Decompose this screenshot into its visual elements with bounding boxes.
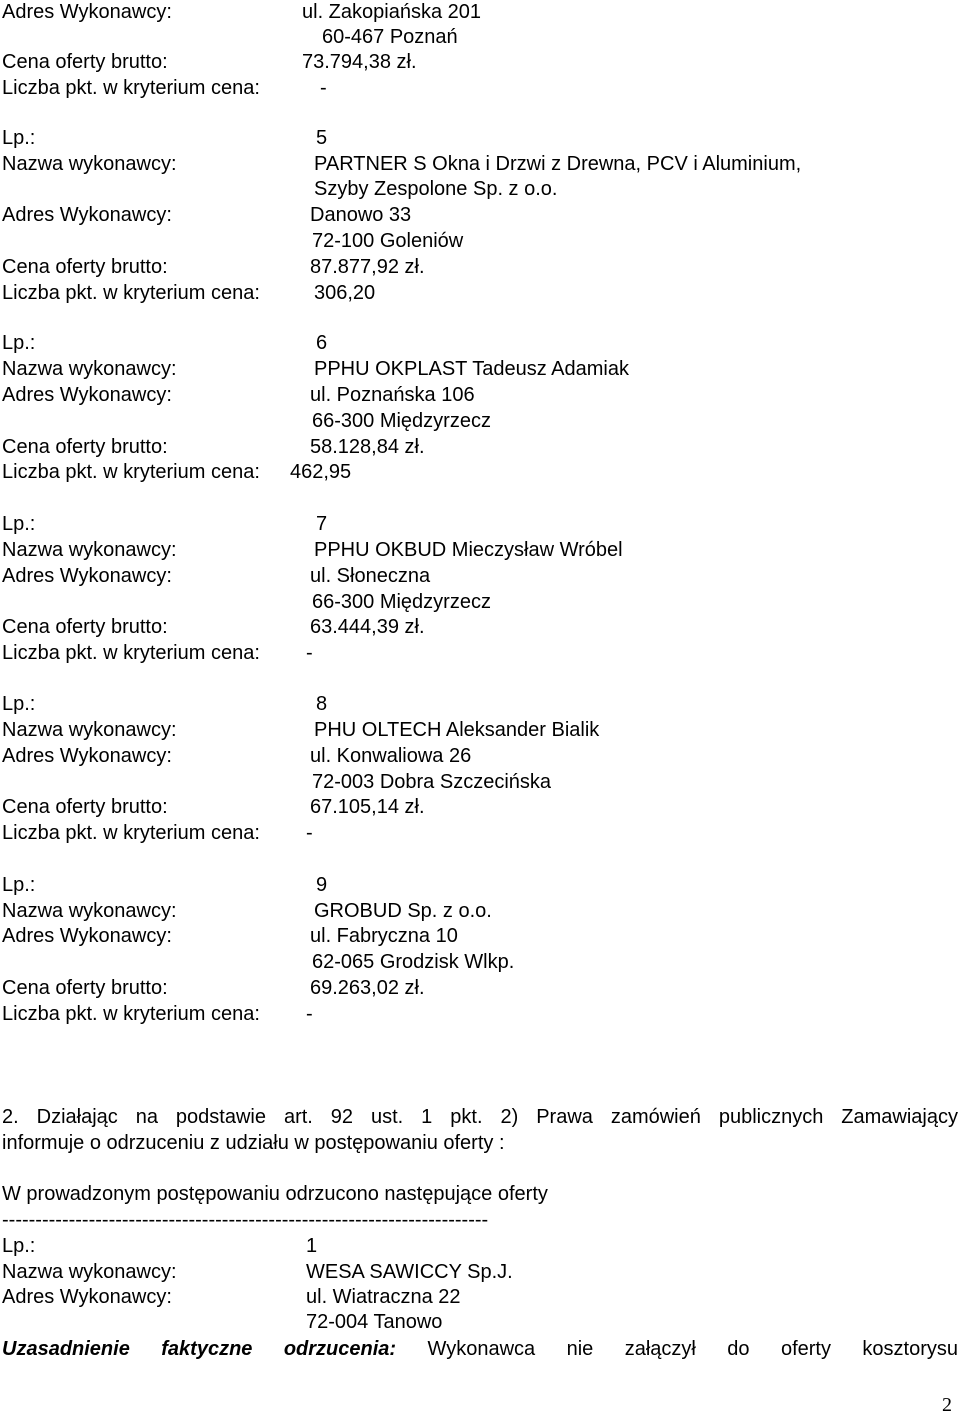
points-value: - bbox=[306, 1003, 313, 1025]
lp-label: Lp.: bbox=[2, 1235, 36, 1257]
address-label: Adres Wykonawcy: bbox=[2, 1, 172, 23]
address-line1: Danowo 33 bbox=[310, 204, 412, 226]
address-label: Adres Wykonawcy: bbox=[2, 1286, 172, 1308]
points-label: Liczba pkt. w kryterium cena: bbox=[2, 461, 260, 483]
name-line1: PPHU OKBUD Mieczysław Wróbel bbox=[314, 539, 623, 561]
price-value: 67.105,14 zł. bbox=[310, 796, 425, 818]
name-label: Nazwa wykonawcy: bbox=[2, 1261, 177, 1283]
rejection-reason bbox=[2, 1337, 958, 1361]
price-label: Cena oferty brutto: bbox=[2, 256, 168, 278]
price-label: Cena oferty brutto: bbox=[2, 796, 168, 818]
reason-text: Wykonawca nie załączył do oferty kosztorysu bbox=[427, 1338, 958, 1360]
lp-label: Lp.: bbox=[2, 513, 36, 535]
points-label: Liczba pkt. w kryterium cena: bbox=[2, 1003, 260, 1025]
address-label: Adres Wykonawcy: bbox=[2, 204, 172, 226]
price-label: Cena oferty brutto: bbox=[2, 616, 168, 638]
lp-value: 9 bbox=[316, 874, 328, 896]
price-label: Cena oferty brutto: bbox=[2, 51, 168, 73]
points-label: Liczba pkt. w kryterium cena: bbox=[2, 282, 260, 304]
points-label: Liczba pkt. w kryterium cena: bbox=[2, 822, 260, 844]
address-line1: ul. Wiatraczna 22 bbox=[306, 1286, 461, 1308]
lp-value: 8 bbox=[316, 693, 328, 715]
address-line1: ul. Słoneczna bbox=[310, 565, 431, 587]
name-label: Nazwa wykonawcy: bbox=[2, 900, 177, 922]
address-line1: ul. Konwaliowa 26 bbox=[310, 745, 472, 767]
lp-value: 6 bbox=[316, 332, 328, 354]
price-label: Cena oferty brutto: bbox=[2, 977, 168, 999]
section2-heading: W prowadzonym postępowaniu odrzucono następujące oferty bbox=[2, 1183, 548, 1205]
reason-label: Uzasadnienie faktyczne odrzucenia: bbox=[2, 1338, 397, 1360]
points-label: Liczba pkt. w kryterium cena: bbox=[2, 642, 260, 664]
address-line2: 66-300 Międzyrzecz bbox=[312, 591, 491, 613]
address-line2: 72-100 Goleniów bbox=[312, 230, 464, 252]
page-number: 2 bbox=[942, 1394, 952, 1416]
points-value: 306,20 bbox=[314, 282, 376, 304]
points-value: 462,95 bbox=[290, 461, 352, 483]
address-label: Adres Wykonawcy: bbox=[2, 565, 172, 587]
lp-label: Lp.: bbox=[2, 332, 36, 354]
section2-paragraph-line1: 2. Działając na podstawie art. 92 ust. 1 pkt. 2) Prawa zamówień publicznych Zamawiający bbox=[2, 1106, 958, 1128]
name-line2: Szyby Zespolone Sp. z o.o. bbox=[314, 178, 558, 200]
address-line1: ul. Zakopiańska 201 bbox=[302, 1, 482, 23]
price-value: 63.444,39 zł. bbox=[310, 616, 425, 638]
name-label: Nazwa wykonawcy: bbox=[2, 539, 177, 561]
lp-label: Lp.: bbox=[2, 127, 36, 149]
separator-line: ------------------------------------------------------------------------- bbox=[2, 1209, 489, 1231]
section2-paragraph-line2: informuje o odrzuceniu z udziału w postępowaniu oferty : bbox=[2, 1132, 505, 1154]
points-value: - bbox=[306, 642, 313, 664]
lp-value: 7 bbox=[316, 513, 328, 535]
name-line1: GROBUD Sp. z o.o. bbox=[314, 900, 492, 922]
address-line1: ul. Fabryczna 10 bbox=[310, 925, 458, 947]
name-line1: PPHU OKPLAST Tadeusz Adamiak bbox=[314, 358, 629, 380]
name-label: Nazwa wykonawcy: bbox=[2, 153, 177, 175]
lp-value: 1 bbox=[306, 1235, 318, 1257]
address-label: Adres Wykonawcy: bbox=[2, 384, 172, 406]
lp-label: Lp.: bbox=[2, 693, 36, 715]
name-label: Nazwa wykonawcy: bbox=[2, 719, 177, 741]
points-value: - bbox=[320, 77, 327, 99]
lp-label: Lp.: bbox=[2, 874, 36, 896]
price-label: Cena oferty brutto: bbox=[2, 436, 168, 458]
price-value: 73.794,38 zł. bbox=[302, 51, 417, 73]
address-line2: 62-065 Grodzisk Wlkp. bbox=[312, 951, 515, 973]
address-line2: 72-003 Dobra Szczecińska bbox=[312, 771, 552, 793]
price-value: 58.128,84 zł. bbox=[310, 436, 425, 458]
address-line2: 72-004 Tanowo bbox=[306, 1311, 443, 1333]
price-value: 69.263,02 zł. bbox=[310, 977, 425, 999]
name-line1: PARTNER S Okna i Drzwi z Drewna, PCV i Aluminium, bbox=[314, 153, 802, 175]
address-label: Adres Wykonawcy: bbox=[2, 745, 172, 767]
price-value: 87.877,92 zł. bbox=[310, 256, 425, 278]
points-value: - bbox=[306, 822, 313, 844]
rejected-name: WESA SAWICCY Sp.J. bbox=[306, 1261, 513, 1283]
lp-value: 5 bbox=[316, 127, 328, 149]
name-line1: PHU OLTECH Aleksander Bialik bbox=[314, 719, 600, 741]
points-label: Liczba pkt. w kryterium cena: bbox=[2, 77, 260, 99]
address-line2: 60-467 Poznań bbox=[322, 26, 458, 48]
address-line1: ul. Poznańska 106 bbox=[310, 384, 475, 406]
address-label: Adres Wykonawcy: bbox=[2, 925, 172, 947]
name-label: Nazwa wykonawcy: bbox=[2, 358, 177, 380]
address-line2: 66-300 Międzyrzecz bbox=[312, 410, 491, 432]
